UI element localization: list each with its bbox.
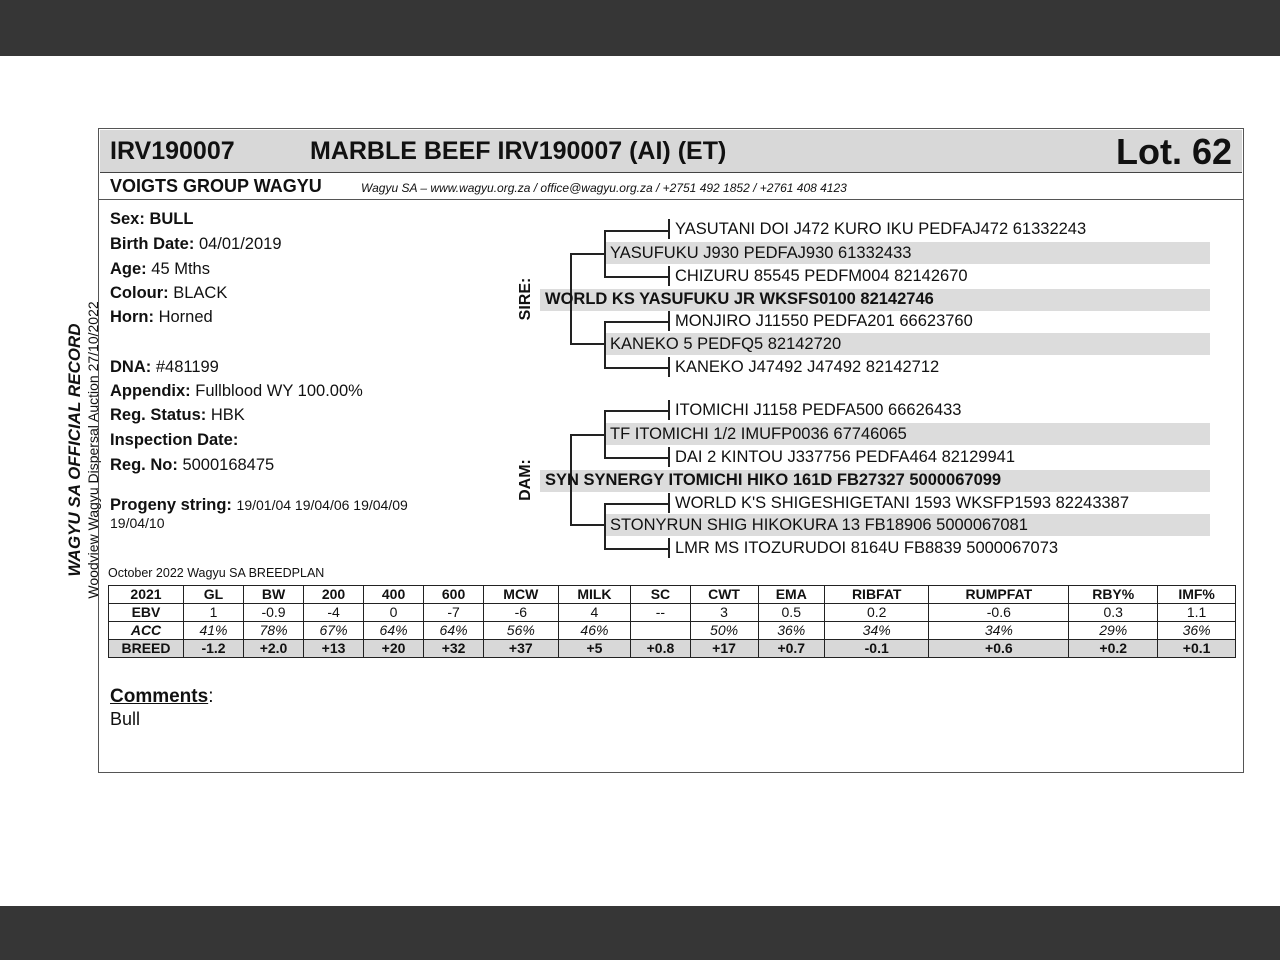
line bbox=[604, 548, 668, 550]
breed-cell: +20 bbox=[364, 640, 424, 658]
line bbox=[604, 503, 668, 505]
ped-dam-dam: STONYRUN SHIG HIKOKURA 13 FB18906 5000067081 bbox=[610, 516, 1028, 534]
appendix-value: Fullblood WY 100.00% bbox=[195, 382, 363, 400]
line bbox=[604, 410, 606, 457]
line bbox=[604, 276, 668, 278]
col-header: 400 bbox=[364, 586, 424, 604]
official-record-label: WAGYU SA OFFICIAL RECORD bbox=[65, 323, 84, 577]
ped-dam-dam-dam: LMR MS ITOZURUDOI 8164U FB8839 5000067073 bbox=[675, 539, 1059, 557]
acc-cell: 50% bbox=[690, 622, 758, 640]
colour-row: Colour: BLACK bbox=[110, 284, 228, 302]
line bbox=[604, 230, 606, 276]
breed-cell: -0.1 bbox=[824, 640, 928, 658]
ped-sire: WORLD KS YASUFUKU JR WKSFS0100 82142746 bbox=[545, 290, 934, 308]
acc-cell: 46% bbox=[558, 622, 631, 640]
ped-sire-sire: YASUFUKU J930 PEDFAJ930 61332433 bbox=[610, 244, 912, 262]
ebv-label: EBV bbox=[109, 604, 184, 622]
line bbox=[570, 524, 604, 526]
ebv-cell: 3 bbox=[690, 604, 758, 622]
acc-cell: 34% bbox=[824, 622, 928, 640]
acc-cell: 64% bbox=[364, 622, 424, 640]
breeder-name: VOIGTS GROUP WAGYU bbox=[110, 176, 322, 196]
acc-row bbox=[109, 622, 1236, 640]
auction-label: Woodview Wagyu Dispersal Auction 27/10/2022 bbox=[85, 301, 101, 599]
breed-cell: +0.7 bbox=[758, 640, 824, 658]
breed-cell: +37 bbox=[484, 640, 558, 658]
bottom-bar bbox=[0, 906, 1280, 960]
ebv-cell: -4 bbox=[304, 604, 364, 622]
top-bar bbox=[0, 0, 1280, 56]
breedplan-title: October 2022 Wagyu SA BREEDPLAN bbox=[108, 566, 325, 580]
breed-cell: +17 bbox=[690, 640, 758, 658]
breedplan-table bbox=[108, 585, 1236, 658]
line bbox=[604, 230, 668, 232]
year-cell: 2021 bbox=[109, 586, 184, 604]
line bbox=[668, 538, 670, 558]
line bbox=[604, 503, 606, 548]
ped-dam: SYN SYNERGY ITOMICHI HIKO 161D FB27327 5000067099 bbox=[545, 471, 1002, 489]
dna-value: #481199 bbox=[155, 358, 219, 376]
ped-dam-sire: TF ITOMICHI 1/2 IMUFP0036 67746065 bbox=[610, 425, 907, 443]
acc-cell: 36% bbox=[1158, 622, 1236, 640]
lot-number: Lot. 62 bbox=[1115, 131, 1232, 172]
breed-cell: +0.6 bbox=[929, 640, 1069, 658]
line bbox=[668, 447, 670, 467]
ebv-cell: 0.2 bbox=[824, 604, 928, 622]
acc-cell: 78% bbox=[244, 622, 304, 640]
col-header: GL bbox=[184, 586, 244, 604]
line bbox=[668, 493, 670, 513]
ebv-cell: -7 bbox=[424, 604, 484, 622]
breed-cell: +0.8 bbox=[631, 640, 690, 658]
horn-row: Horn: Horned bbox=[110, 308, 213, 326]
breed-cell: +32 bbox=[424, 640, 484, 658]
card-subheader bbox=[99, 173, 1243, 200]
line bbox=[604, 321, 668, 323]
ebv-cell: 1 bbox=[184, 604, 244, 622]
colour-value: BLACK bbox=[173, 284, 228, 302]
contact-info: Wagyu SA – www.wagyu.org.za / office@wagyu.org.za / +2751 492 1852 / +2761 408 4123 bbox=[361, 181, 847, 195]
line bbox=[668, 311, 670, 331]
ped-sire-sire-dam: CHIZURU 85545 PEDFM004 82142670 bbox=[675, 267, 968, 285]
line bbox=[668, 266, 670, 286]
breed-row bbox=[109, 640, 1236, 658]
ped-sire-sire-sire: YASUTANI DOI J472 KURO IKU PEDFAJ472 61332243 bbox=[675, 220, 1087, 238]
sire-label: SIRE: bbox=[517, 277, 534, 321]
dam-label: DAM: bbox=[517, 459, 534, 501]
line bbox=[570, 343, 604, 345]
col-header: CWT bbox=[690, 586, 758, 604]
reg-status-row: Reg. Status: HBK bbox=[110, 406, 245, 424]
line bbox=[668, 219, 670, 239]
col-header: 200 bbox=[304, 586, 364, 604]
reg-no-value: 5000168475 bbox=[182, 456, 275, 474]
line bbox=[604, 321, 606, 367]
col-header: SC bbox=[631, 586, 690, 604]
birth-row: Birth Date: 04/01/2019 bbox=[110, 235, 282, 253]
breed-label: BREED bbox=[109, 640, 184, 658]
inspection-row: Inspection Date: bbox=[110, 431, 239, 449]
acc-cell bbox=[631, 622, 690, 640]
ped-sire-dam: KANEKO 5 PEDFQ5 82142720 bbox=[610, 335, 842, 353]
col-header: RUMPFAT bbox=[929, 586, 1069, 604]
col-header: BW bbox=[244, 586, 304, 604]
ped-sire-dam-sire: MONJIRO J11550 PEDFA201 66623760 bbox=[675, 312, 973, 330]
ebv-cell: 0.5 bbox=[758, 604, 824, 622]
ped-dam-sire-dam: DAI 2 KINTOU J337756 PEDFA464 82129941 bbox=[675, 448, 1015, 466]
table-header-row bbox=[109, 586, 1236, 604]
comments-label: Comments: bbox=[110, 686, 214, 707]
line bbox=[570, 253, 604, 255]
acc-label: ACC bbox=[109, 622, 184, 640]
col-header: RIBFAT bbox=[824, 586, 928, 604]
animal-id: IRV190007 bbox=[110, 137, 235, 165]
ped-dam-sire-sire: ITOMICHI J1158 PEDFA500 66626433 bbox=[675, 401, 962, 419]
ebv-cell: -0.9 bbox=[244, 604, 304, 622]
acc-cell: 64% bbox=[424, 622, 484, 640]
animal-name: MARBLE BEEF IRV190007 (AI) (ET) bbox=[310, 137, 727, 165]
line bbox=[604, 367, 668, 369]
ebv-cell: 0.3 bbox=[1069, 604, 1158, 622]
ebv-cell: 0 bbox=[364, 604, 424, 622]
ebv-cell: 4 bbox=[558, 604, 631, 622]
acc-cell: 34% bbox=[929, 622, 1069, 640]
col-header: EMA bbox=[758, 586, 824, 604]
acc-cell: 67% bbox=[304, 622, 364, 640]
acc-cell: 56% bbox=[484, 622, 558, 640]
breed-cell: +13 bbox=[304, 640, 364, 658]
reg-status-value: HBK bbox=[210, 406, 245, 424]
line bbox=[604, 457, 668, 459]
col-header: IMF% bbox=[1158, 586, 1236, 604]
acc-cell: 41% bbox=[184, 622, 244, 640]
reg-no-row: Reg. No: 5000168475 bbox=[110, 456, 275, 474]
breed-cell: +0.1 bbox=[1158, 640, 1236, 658]
appendix-row: Appendix: Fullblood WY 100.00% bbox=[110, 382, 363, 400]
birth-value: 04/01/2019 bbox=[198, 235, 282, 253]
progeny-value: 19/01/04 19/04/06 19/04/09 bbox=[236, 497, 408, 513]
comments-text: Bull bbox=[110, 709, 141, 729]
dna-row: DNA: #481199 bbox=[110, 358, 219, 376]
ped-sire-dam-dam: KANEKO J47492 J47492 82142712 bbox=[675, 358, 940, 376]
line bbox=[668, 400, 670, 420]
ebv-cell: -- bbox=[631, 604, 690, 622]
ebv-cell: -0.6 bbox=[929, 604, 1069, 622]
breed-cell: +5 bbox=[558, 640, 631, 658]
acc-cell: 36% bbox=[758, 622, 824, 640]
progeny-row: Progeny string: 19/01/04 19/04/06 19/04/09 bbox=[110, 496, 408, 514]
age-row: Age: 45 Mths bbox=[110, 260, 210, 278]
line bbox=[570, 434, 604, 436]
col-header: MILK bbox=[558, 586, 631, 604]
line bbox=[668, 357, 670, 377]
col-header: MCW bbox=[484, 586, 558, 604]
breed-cell: -1.2 bbox=[184, 640, 244, 658]
progeny-row-2: 19/04/10 bbox=[110, 515, 165, 531]
sex-row: Sex: BULL bbox=[110, 210, 194, 228]
col-header: RBY% bbox=[1069, 586, 1158, 604]
sex-value: BULL bbox=[149, 210, 194, 228]
age-value: 45 Mths bbox=[151, 260, 210, 278]
card-header bbox=[100, 130, 1242, 173]
ebv-cell: 1.1 bbox=[1158, 604, 1236, 622]
ebv-cell: -6 bbox=[484, 604, 558, 622]
breed-cell: +2.0 bbox=[244, 640, 304, 658]
horn-value: Horned bbox=[158, 308, 213, 326]
ebv-row bbox=[109, 604, 1236, 622]
col-header: 600 bbox=[424, 586, 484, 604]
ped-dam-dam-sire: WORLD K'S SHIGESHIGETANI 1593 WKSFP1593 82243387 bbox=[675, 494, 1130, 512]
line bbox=[604, 410, 668, 412]
acc-cell: 29% bbox=[1069, 622, 1158, 640]
breed-cell: +0.2 bbox=[1069, 640, 1158, 658]
